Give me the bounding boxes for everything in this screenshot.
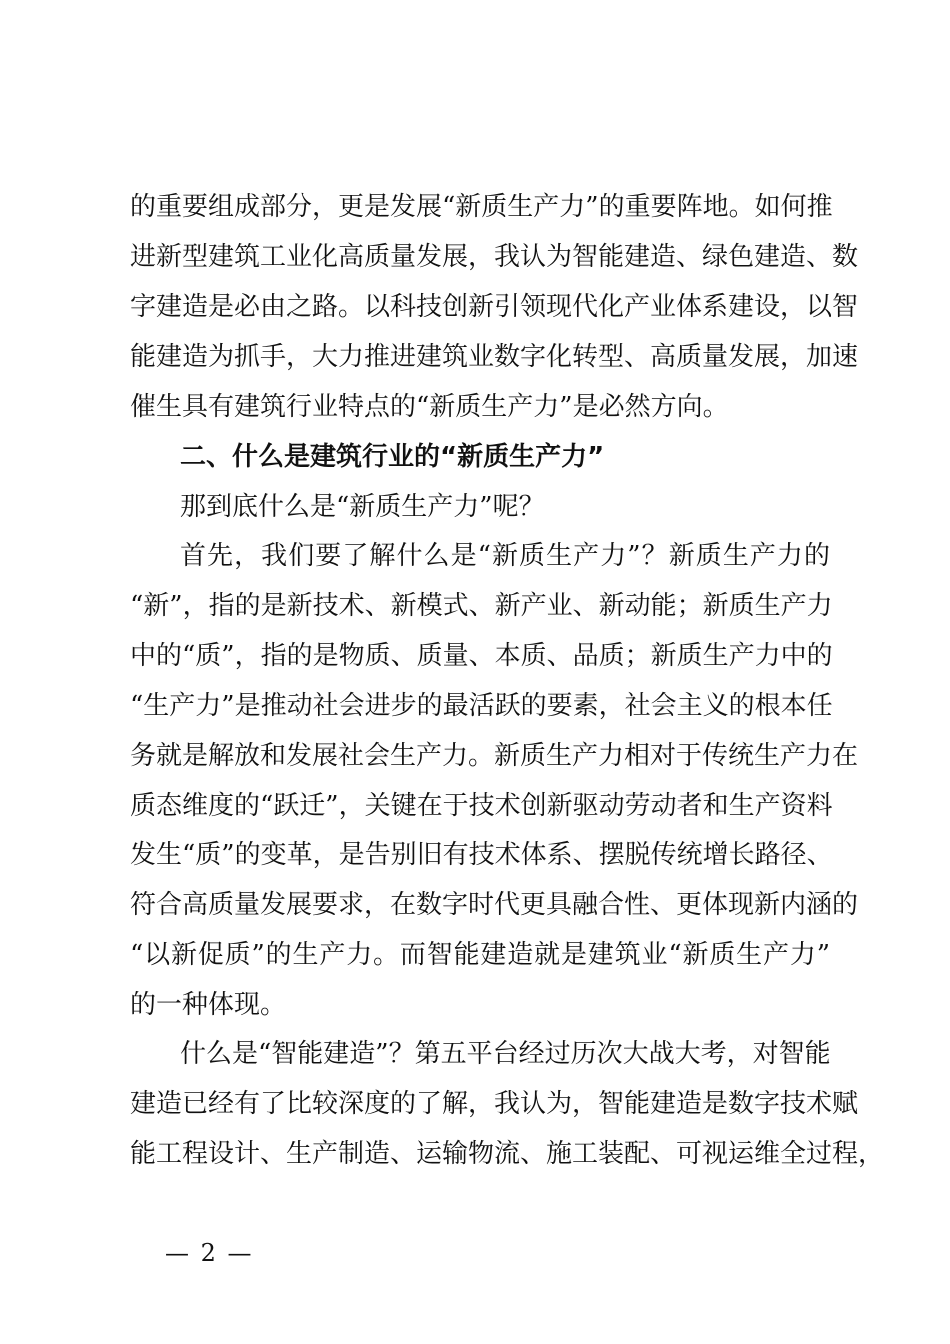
paragraph-line: 的重要组成部分，更是发展“新质生产力”的重要阵地。如何推 <box>130 192 833 222</box>
paragraph-line: 字建造是必由之路。以科技创新引领现代化产业体系建设，以智 <box>130 292 859 322</box>
section-heading: 二、什么是建筑行业的“新质生产力” <box>180 442 605 472</box>
paragraph-line: 首先，我们要了解什么是“新质生产力”？新质生产力的 <box>180 541 830 571</box>
paragraph-line: 什么是“智能建造”？第五平台经过历次大战大考，对智能 <box>180 1039 831 1069</box>
paragraph-line: 的一种体现。 <box>130 990 287 1020</box>
paragraph-line: 中的“质”，指的是物质、质量、本质、品质；新质生产力中的 <box>130 641 833 671</box>
paragraph-line: “生产力”是推动社会进步的最活跃的要素，社会主义的根本任 <box>130 691 833 721</box>
paragraph-line: 符合高质量发展要求，在数字时代更具融合性、更体现新内涵的 <box>130 890 859 920</box>
paragraph-line: 能建造为抓手，大力推进建筑业数字化转型、高质量发展，加速 <box>130 342 859 372</box>
paragraph-line: 进新型建筑工业化高质量发展，我认为智能建造、绿色建造、数 <box>130 242 859 272</box>
paragraph-line: “新”，指的是新技术、新模式、新产业、新动能；新质生产力 <box>130 591 833 621</box>
paragraph-line: 能工程设计、生产制造、运输物流、施工装配、可视运维全过程， <box>130 1139 885 1169</box>
paragraph-line: 质态维度的“跃迁”，关键在于技术创新驱动劳动者和生产资料 <box>130 791 833 821</box>
paragraph-line: 建造已经有了比较深度的了解，我认为，智能建造是数字技术赋 <box>130 1089 859 1119</box>
paragraph-line: 催生具有建筑行业特点的“新质生产力”是必然方向。 <box>130 392 729 422</box>
paragraph-line: “以新促质”的生产力。而智能建造就是建筑业“新质生产力” <box>130 940 830 970</box>
paragraph-line: 务就是解放和发展社会生产力。新质生产力相对于传统生产力在 <box>130 741 859 771</box>
paragraph-line: 发生“质”的变革，是告别旧有技术体系、摆脱传统增长路径、 <box>130 840 833 870</box>
page-number: — 2 — <box>165 1239 254 1267</box>
paragraph-line: 那到底什么是“新质生产力”呢？ <box>180 492 545 522</box>
